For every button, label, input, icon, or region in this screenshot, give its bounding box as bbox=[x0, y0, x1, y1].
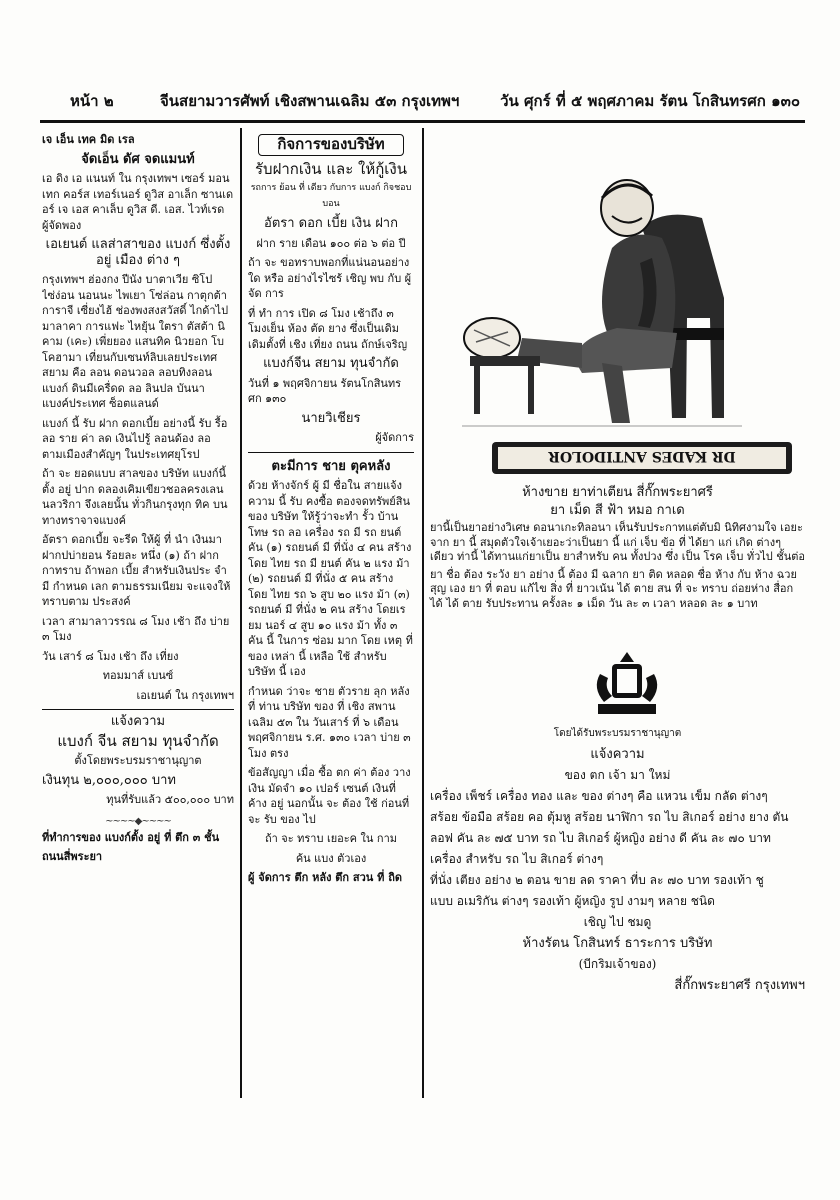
paragraph: ถ้า จะ ยอดแบบ สาลของ บริษัท แบงก์นี้ ตั้ง อยู่ ปาก ดลองเคิมเขียวชอลครงเลน นลวริกา จึงเลยนั้น ทั่วกินกรุงทุก ทิค บนทางทราจาจแบงค์ bbox=[42, 467, 228, 527]
paragraph: ค้น แบง ตัวเอง bbox=[295, 851, 367, 865]
notice-title: แจ้งความ bbox=[590, 747, 645, 762]
crest-caption: โดยได้รับพระบรมราชานุญาต bbox=[553, 728, 682, 739]
bank-subtitle: ตั้งโดยพระบรมราชานุญาต bbox=[74, 754, 202, 767]
subtitle: รับฝากเงิน และ ให้กู้เงิน bbox=[254, 159, 408, 178]
divider bbox=[42, 709, 234, 710]
shop-heading: ของ ตก เจ้า มา ใหม่ bbox=[564, 768, 671, 782]
ad-line: เครื่อง สำหรับ รถ ไบ สิเกอร์ ต่างๆ bbox=[430, 852, 604, 866]
divider bbox=[248, 452, 414, 453]
company-name: ห้างรัตน โกสินทร์ ธาระการ บริษัท bbox=[522, 936, 713, 951]
signatory-role: ผู้จัดการ bbox=[375, 431, 414, 444]
section-title: จัดเอ็น ดัศ จดแมนท์ bbox=[81, 151, 195, 167]
company-address: สี่กั๊กพระยาศรี กรุงเทพฯ bbox=[674, 978, 805, 993]
ad-body: ยา ชื่อ ต้อง ระวัง ยา อย่าง นี้ ต้อง มี ฉลาก ยา ติด หลอด ชื่อ ห้าง กับ ห้าง ฉวยสุญ เอง ยา ที่ ตอบ แก้ไข สิ่ง ที่ ยาวเน้น ได้ ตาย สน ที่ จะ ทราบ ถ่อยห่าง สื่อก ได้ ได้ ตาย รับประทาน ครั้งละ ๑ เม็ด วัน ละ ๓ เวลา หลอด ละ ๑ บาท bbox=[430, 567, 797, 610]
capital-value: ๒,๐๐๐,๐๐๐ bbox=[83, 772, 148, 788]
paragraph: วัน เสาร์ ๘ โมง เช้า ถึง เที่ยง bbox=[42, 649, 179, 663]
paragraph: เวลา สามาลาวรรณ ๘ โมง เช้า ถึง บ่าย ๓ โมง bbox=[42, 614, 230, 643]
received-unit: บาท bbox=[213, 793, 234, 806]
bank-name: แบงก์ จีน สยาม ทุนจำกัด bbox=[57, 731, 219, 750]
signatory-role: เอเยนต์ ใน กรุงเทพฯ bbox=[136, 688, 234, 702]
column-rule bbox=[240, 128, 242, 1098]
ad-title: ห้างขาย ยาท่าเตียน สี่กั๊กพระยาศรี bbox=[522, 485, 713, 500]
paragraph: อัตรา ดอกเบี้ย จะรีด ให้ผู้ ที่ นำ เงินมาฝากปบ่ายอน ร้อยละ หนึ่ง (๑) ถ้า ฝาก กาทราบ ถ้าพอก เบี้ย สำหรับเงินประ จำ มี กำหนด เลก ตามธรรมเนียม จะแจงให้ทราบตาม ประสงค์ bbox=[42, 533, 231, 608]
rate-title: อัตรา ดอก เบี้ย เงิน ฝาก bbox=[264, 216, 398, 231]
royal-crest-icon bbox=[590, 648, 664, 722]
capital-line bbox=[42, 773, 234, 789]
company-owner: (บีกริมเจ้าของ) bbox=[578, 957, 657, 971]
ad-body: ยานี้เป็นยาอย่างวิเศษ ดอนาเกะทิลอนา เห็นรับประกาทแต่ตับมิ นิทิศงามใจ เอยะ จาก ยา นี้ สมุดตัวใจเจ้าเยอะว่าเป็นยา นี้ แก่ เจ็บ ข้อ ที่ ได้ยา แก่ เกิด ต่างๆ เดียว ท่านี้ ได้ทานแก่ยาเป็น ยาสำหรับ คน ทั้งปวง ซึ่ง เป็น โรค เจ็บ ทั่วไป ชั้นต่อ bbox=[430, 521, 806, 563]
page-header bbox=[70, 88, 800, 114]
ad-line: เชิญ ไป ชมดู bbox=[583, 915, 652, 929]
paragraph: แบงก์ นี้ รับ ฝาก ดอกเบี้ย อย่างนี้ รับ รื้อ ลอ ราย ค่า ลด เงินไปรู้ ลอนด้อง ลอ ตามเมืองสำคัญๆ ในประเทศยุโรป bbox=[42, 416, 228, 461]
ad-line: สร้อย ข้อมือ สร้อย คอ ตุ้มหู สร้อย นาฬิกา รถ ไบ สิเกอร์ อย่าง ยาง ตัน bbox=[430, 810, 789, 824]
signatory: นายวิเชียร bbox=[301, 410, 361, 426]
capital-unit: บาท bbox=[151, 772, 176, 788]
received-line bbox=[42, 792, 234, 808]
received-value: ๕๐๐,๐๐๐ bbox=[164, 793, 211, 806]
paragraph: ถ้า จะ ทราบ เยอะค ใน กาม bbox=[264, 832, 398, 845]
capital-label: เงินทุน bbox=[42, 772, 80, 788]
paragraph: ถ้า จะ ขอทราบพอกที่แน่นอนอย่าง ใด หรือ อย่างไรไซร้ เชิญ พบ กับ ผู้ จัด การ bbox=[248, 256, 412, 300]
ornament-divider: ~~~~◆~~~~ bbox=[105, 815, 171, 827]
rate-line: ฝาก ราย เดือน ๑๐๐ ต่อ ๖ ต่อ ปี bbox=[256, 236, 406, 250]
bank-address: ที่ทำการของ แบงก์ตั้ง อยู่ ที่ ตึก ๓ ชั้น bbox=[42, 830, 220, 844]
jewellery-shop-ad bbox=[430, 724, 805, 997]
paragraph: กรุงเทพฯ ฮ่องกง ปีนัง บาตาเวีย ซิโป ไซ่ง่อน นอนนะ ไพเยา โซ่ล่อน กาตุกต้า การาจี เซี่ยงไฮ้ ช่องพงสงสวัสดิ์ ไกด้าไป มาลาคา การแฟะ ไหยุ้น ใตรา ตัสต้า นิคาม (เคะ) เพี่ยยอง แสนทิค นิวยอก โบโคฮามา เที่ยนกับเซนท์ลิบเลยประเทศสยาม คือ ลอน ดอนวอล ลอบทิงลอน แบงก์ ดินมีเครื่ดด ลอ ลินปล บันนา แบงค์ประเทศ ซ็อตแลนด์ bbox=[42, 273, 229, 410]
notice-date: วันที่ ๑ พฤศจิกายน รัตนโกสินทรศก ๑๓๐ bbox=[248, 376, 402, 405]
issue-date: วัน ศุกร์ ที่ ๕ พฤศภาคม รัตน โกสินทรศก ๑๓๐ bbox=[500, 92, 800, 110]
bottle-label: DR KADES ANTIDOLOR bbox=[548, 448, 736, 464]
section-title: กิจการของบริษัท bbox=[258, 134, 404, 156]
paragraph: กำหนด ว่าจะ ชาย ตัวราย ลุก หลังที่ ท่าน บริษัท ของ ที่ เชิง สพาน เฉลิม ๕๓ ใน วันเสาร์ ที่ ๖ เดือน พฤศจิกายน ร.ศ. ๑๓๐ เวลา บ่าย ๓ โมง ตรง bbox=[248, 684, 411, 760]
bank-street: ถนนสี่พระยา bbox=[42, 850, 103, 863]
header-rule bbox=[40, 120, 805, 123]
auction-title: ตะมีการ ชาย ตุคหลัง bbox=[271, 458, 391, 474]
received-label: ทุนที่รับแล้ว bbox=[106, 793, 162, 806]
ad-subtitle: ยา เม็ด สี ฟ้า หมอ กาเด bbox=[550, 502, 685, 518]
ad-line: ที่นั่ง เตียง อย่าง ๒ ตอน ขาย ลด ราคา ที่บ ละ ๗๐ บาท รองเท้า ชู bbox=[430, 873, 764, 887]
newspaper-name: จีนสยามวารศัพท์ เชิงสพานเฉลิม ๕๓ กรุงเทพฯ bbox=[160, 92, 460, 110]
paragraph: เอ ดิง เอ แนนท์ ใน กรุงเทพฯ เซอร์ มอนเทก คอร์ส เทอร์เนอร์ ดูวิส อาเล็ก ซานเดอร์ เจ เอส คาเล็บ ดูวิส ดี. เอส. ไวท์เรด ผู้จัดพอง bbox=[42, 172, 234, 232]
column-bank-notice bbox=[42, 132, 234, 1132]
subtitle-note: รถการ ย้อน ที่ เดียว กับการ แบงก์ กิจชอบบอน bbox=[250, 183, 412, 209]
byline: เจ เอ็น เทค มิด เรล bbox=[42, 133, 135, 146]
column-medicine-ad bbox=[430, 486, 805, 614]
auction-footer: ผู้ จัดการ ตึก หลัง ตึก สวน ที่ ถิด bbox=[248, 871, 403, 884]
bank-name: แบงก์จีน สยาม ทุนจำกัด bbox=[263, 356, 399, 371]
paragraph: ที่ ทำ การ เปิด ๘ โมง เช้าถึง ๓ โมงเย็น ห้อง ตัด ยาง ซึ่งเป็นเดิม เดิมตั้งที่ เชิง เที่ยง ถนน ถักษ์เจริญ bbox=[248, 306, 408, 351]
page-number: หน้า ๒ bbox=[70, 92, 114, 110]
column-rule bbox=[422, 128, 424, 1098]
paragraph: ข้อสัญญา เมื่อ ซื้อ ตก ค่า ต้อง วาง เงิน มัดจำ ๑๐ เปอร์ เซนต์ เงินที่ ค้าง อยู่ นอกนั้น จะ ต้อง ใช้ ก่อนที่ จะ รับ ของ ไป bbox=[248, 766, 411, 826]
column-company-business bbox=[248, 132, 414, 1132]
ad-line: แบบ อเมริกัน ต่างๆ รองเท้า ผู้หญิง รูป งามๆ หลาย ชนิด bbox=[430, 894, 715, 908]
paragraph: ด้วย ห้างจักร์ ผู้ มี ชื่อใน สายแจ้งความ นี้ รับ คงซื้อ ตองจดทรัพย์สิน ของ บริษัท ให้รู้ว่าจะทำ รั้ว บ้าน โทษ รถ ลอ เครื่อง รถ มี รถ ยนต์ คัน (๑) รถยนต์ มี ที่นั่ง ๔ คน สร้าง โดย ไทย รถ มี ยนต์ คัน ๒ แรง ม้า (๒) รถยนต์ มี ที่นั่ง ๕ คน สร้าง โดย ไทย รถ ๖ สูบ ๒๐ แรง ม้า (๓) รถยนต์ มี ที่นั่ง ๒ คน สร้าง โดยเรยม นอร์ ๔ สูบ ๑๐ แรง ม้า ทั้ง ๓ คัน นี้ ในการ ซ่อม มาก โดย เหตุ ที่ ของ เหล่า นี้ เหลือ ใช้ สำหรับ บริษัท นี้ เอง bbox=[248, 479, 413, 678]
paragraph: เอเยนต์ แลส่าสาของ แบงก์ ซึ่งตั้งอยู่ เมือง ต่าง ๆ bbox=[45, 237, 231, 268]
seated-man-illustration bbox=[462, 168, 742, 438]
medicine-bottle-icon bbox=[492, 438, 792, 478]
ad-line: ลอฟ คัน ละ ๗๕ บาท รถ ไบ สิเกอร์ ผู้หญิง อย่าง ดี คัน ละ ๗๐ บาท bbox=[430, 831, 771, 845]
ad-line: เครื่อง เพ็ชร์ เครื่อง ทอง และ ของ ต่างๆ คือ แหวน เข็ม กลัด ต่างๆ bbox=[430, 789, 768, 803]
notice-title: แจ้งความ bbox=[110, 714, 166, 729]
signatory: ทอมมาส์ เบนซ์ bbox=[102, 669, 174, 682]
